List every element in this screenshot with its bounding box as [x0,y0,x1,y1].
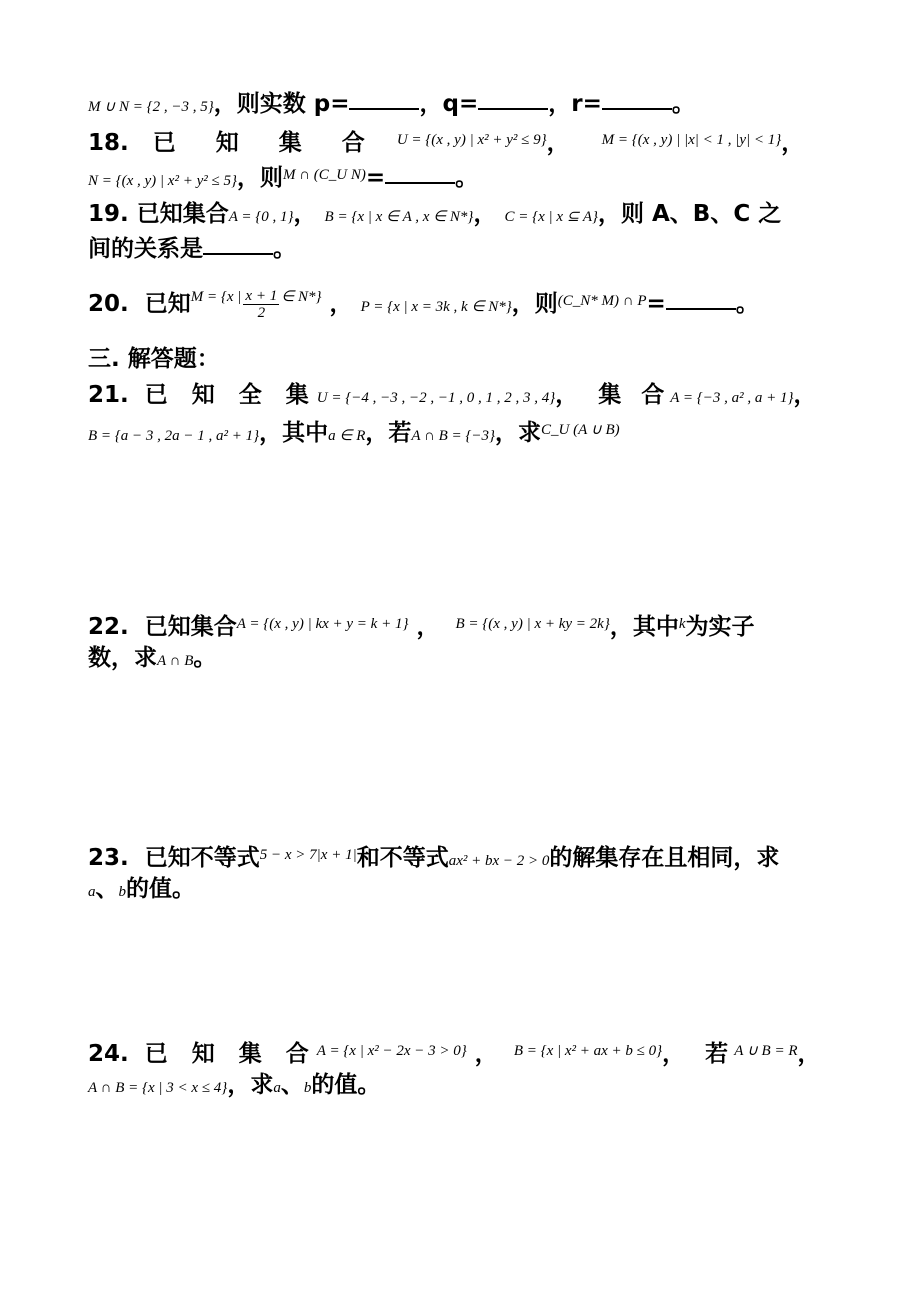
q18-set-U: U = {(x , y) | x² + y² ≤ 9} [396,132,547,148]
q21-condition: A ∩ B = {−3} [411,428,496,444]
answer-blank-r[interactable] [602,88,672,110]
answer-blank-p[interactable] [349,88,419,110]
q20-fraction: $\frac{x + 1}{2}$ [245,288,278,321]
q22-set-B: B = {(x , y) | x + ky = 2k} [455,616,610,632]
q20-expression: (C_N* M) ∩ P [557,293,647,309]
q21-target: C_U (A ∪ B) [541,422,620,438]
q19-line2: 间的关系是 。 [88,233,848,264]
q23-line1: 23. 已知不等式$^{5 - x > 7|x + 1|}$和不等式ax² + bx − 2 > 0的解集存在且相同，求 [88,845,780,871]
q23-number: 23. [88,845,129,871]
answer-blank-q[interactable] [478,88,548,110]
q22-set-A: A = {(x , y) | kx + y = k + 1} [236,616,409,632]
q20-line: 20. 已知$^{M = \{x |}$ $\frac{x + 1}{2}$ $^{\in N*\}}$ ， P = {x | x = 3k , k ∈ N*}，则$^{(C\_N* M) \cap P}$= 。 [88,288,759,321]
q21-line1: 21. 已 知 全 集U = {−4 , −3 , −2 , −1 , 0 , 1 , 2 , 3 , 4}， 集 合A = {−3 , a² , a + 1}， [88,382,817,408]
answer-blank-q18[interactable] [385,162,455,184]
q22-target: A ∩ B [157,653,194,669]
q23-line2: a、b的值。 [88,876,195,902]
q17-tail: M ∪ N = {2 , −3 , 5}，则实数 p= ，q= ，r= 。 [88,88,848,122]
q24-set-B: B = {x | x² + ax + b ≤ 0} [513,1043,663,1059]
q21-line2: B = {a − 3 , 2a − 1 , a² + 1}，其中a ∈ R，若A ∩ B = {−3}，求$^{C\_U (A \cup B)}$ [88,420,620,446]
q20-set-P: P = {x | x = 3k , k ∈ N*} [360,299,512,315]
q24-line2: A ∩ B = {x | 3 < x ≤ 4}，求a、b的值。 [88,1072,381,1098]
q18-set-N: N = {(x , y) | x² + y² ≤ 5} [88,173,237,189]
q18-line2: N = {(x , y) | x² + y² ≤ 5}，则$^{M \cap (C\_U N)}$= 。 [88,160,848,196]
q22-line2: 数，求A ∩ B。 [88,645,217,671]
q18-number: 18. [88,130,129,156]
q19-set-B: B = {x | x ∈ A , x ∈ N*} [324,209,474,225]
q21-set-A: A = {−3 , a² , a + 1} [670,390,794,406]
section-3-heading: 三. 解答题： [88,346,220,372]
q21-set-B: B = {a − 3 , 2a − 1 , a² + 1} [88,428,260,444]
q22-line1: 22. 已知集合$^{A = \{(x , y) | kx + y = k + 1\}}$ ， $^{B = \{(x , y) | x + ky = 2k\}}$，其中$^k$为实子 [88,614,755,640]
q23-inequality-1: 5 − x > 7|x + 1| [259,847,357,863]
q23-inequality-2: ax² + bx − 2 > 0 [448,853,550,869]
q20-number: 20. [88,291,129,317]
q18-set-M: M = {(x , y) | |x| < 1 , |y| < 1} [601,132,782,148]
q18-line1: 18. 已 知 集 合 $^{U = \{(x , y) | x^2 + y^2 \le 9\}}$， $^{M = \{(x , y) | |x| < 1 , |y| < 1\}}$， [88,130,805,156]
answer-blank-q20[interactable] [666,288,736,310]
q19-line1: 19. 已知集合A = {0 , 1}， B = {x | x ∈ A , x ∈ N*}， C = {x | x ⊆ A}，则 A、B、C 之 [88,201,782,227]
q24-line1: 24. 已 知 集 合$^{A = \{x | x^2 - 2x - 3 > 0\}}$ ， $^{B = \{x | x^2 + ax + b \le 0\}}$， 若$^{A \cup B = R}$， [88,1041,821,1067]
answer-blank-q19[interactable] [203,233,273,255]
q24-set-A: A = {x | x² − 2x − 3 > 0} [316,1043,467,1059]
q21-number: 21. [88,382,129,408]
q24-condition-union: A ∪ B = R [734,1043,798,1059]
q18-expression: M ∩ (C_U N) [282,167,366,183]
q19-set-A: A = {0 , 1} [228,209,294,225]
q21-set-U: U = {−4 , −3 , −2 , −1 , 0 , 1 , 2 , 3 , 4} [316,390,556,406]
q17-set-expr: M ∪ N = {2 , −3 , 5} [88,99,214,115]
q24-number: 24. [88,1041,129,1067]
q24-condition-intersection: A ∩ B = {x | 3 < x ≤ 4} [88,1080,228,1096]
q19-number: 19. [88,201,129,227]
q22-number: 22. [88,614,129,640]
q19-set-C: C = {x | x ⊆ A} [504,209,598,225]
